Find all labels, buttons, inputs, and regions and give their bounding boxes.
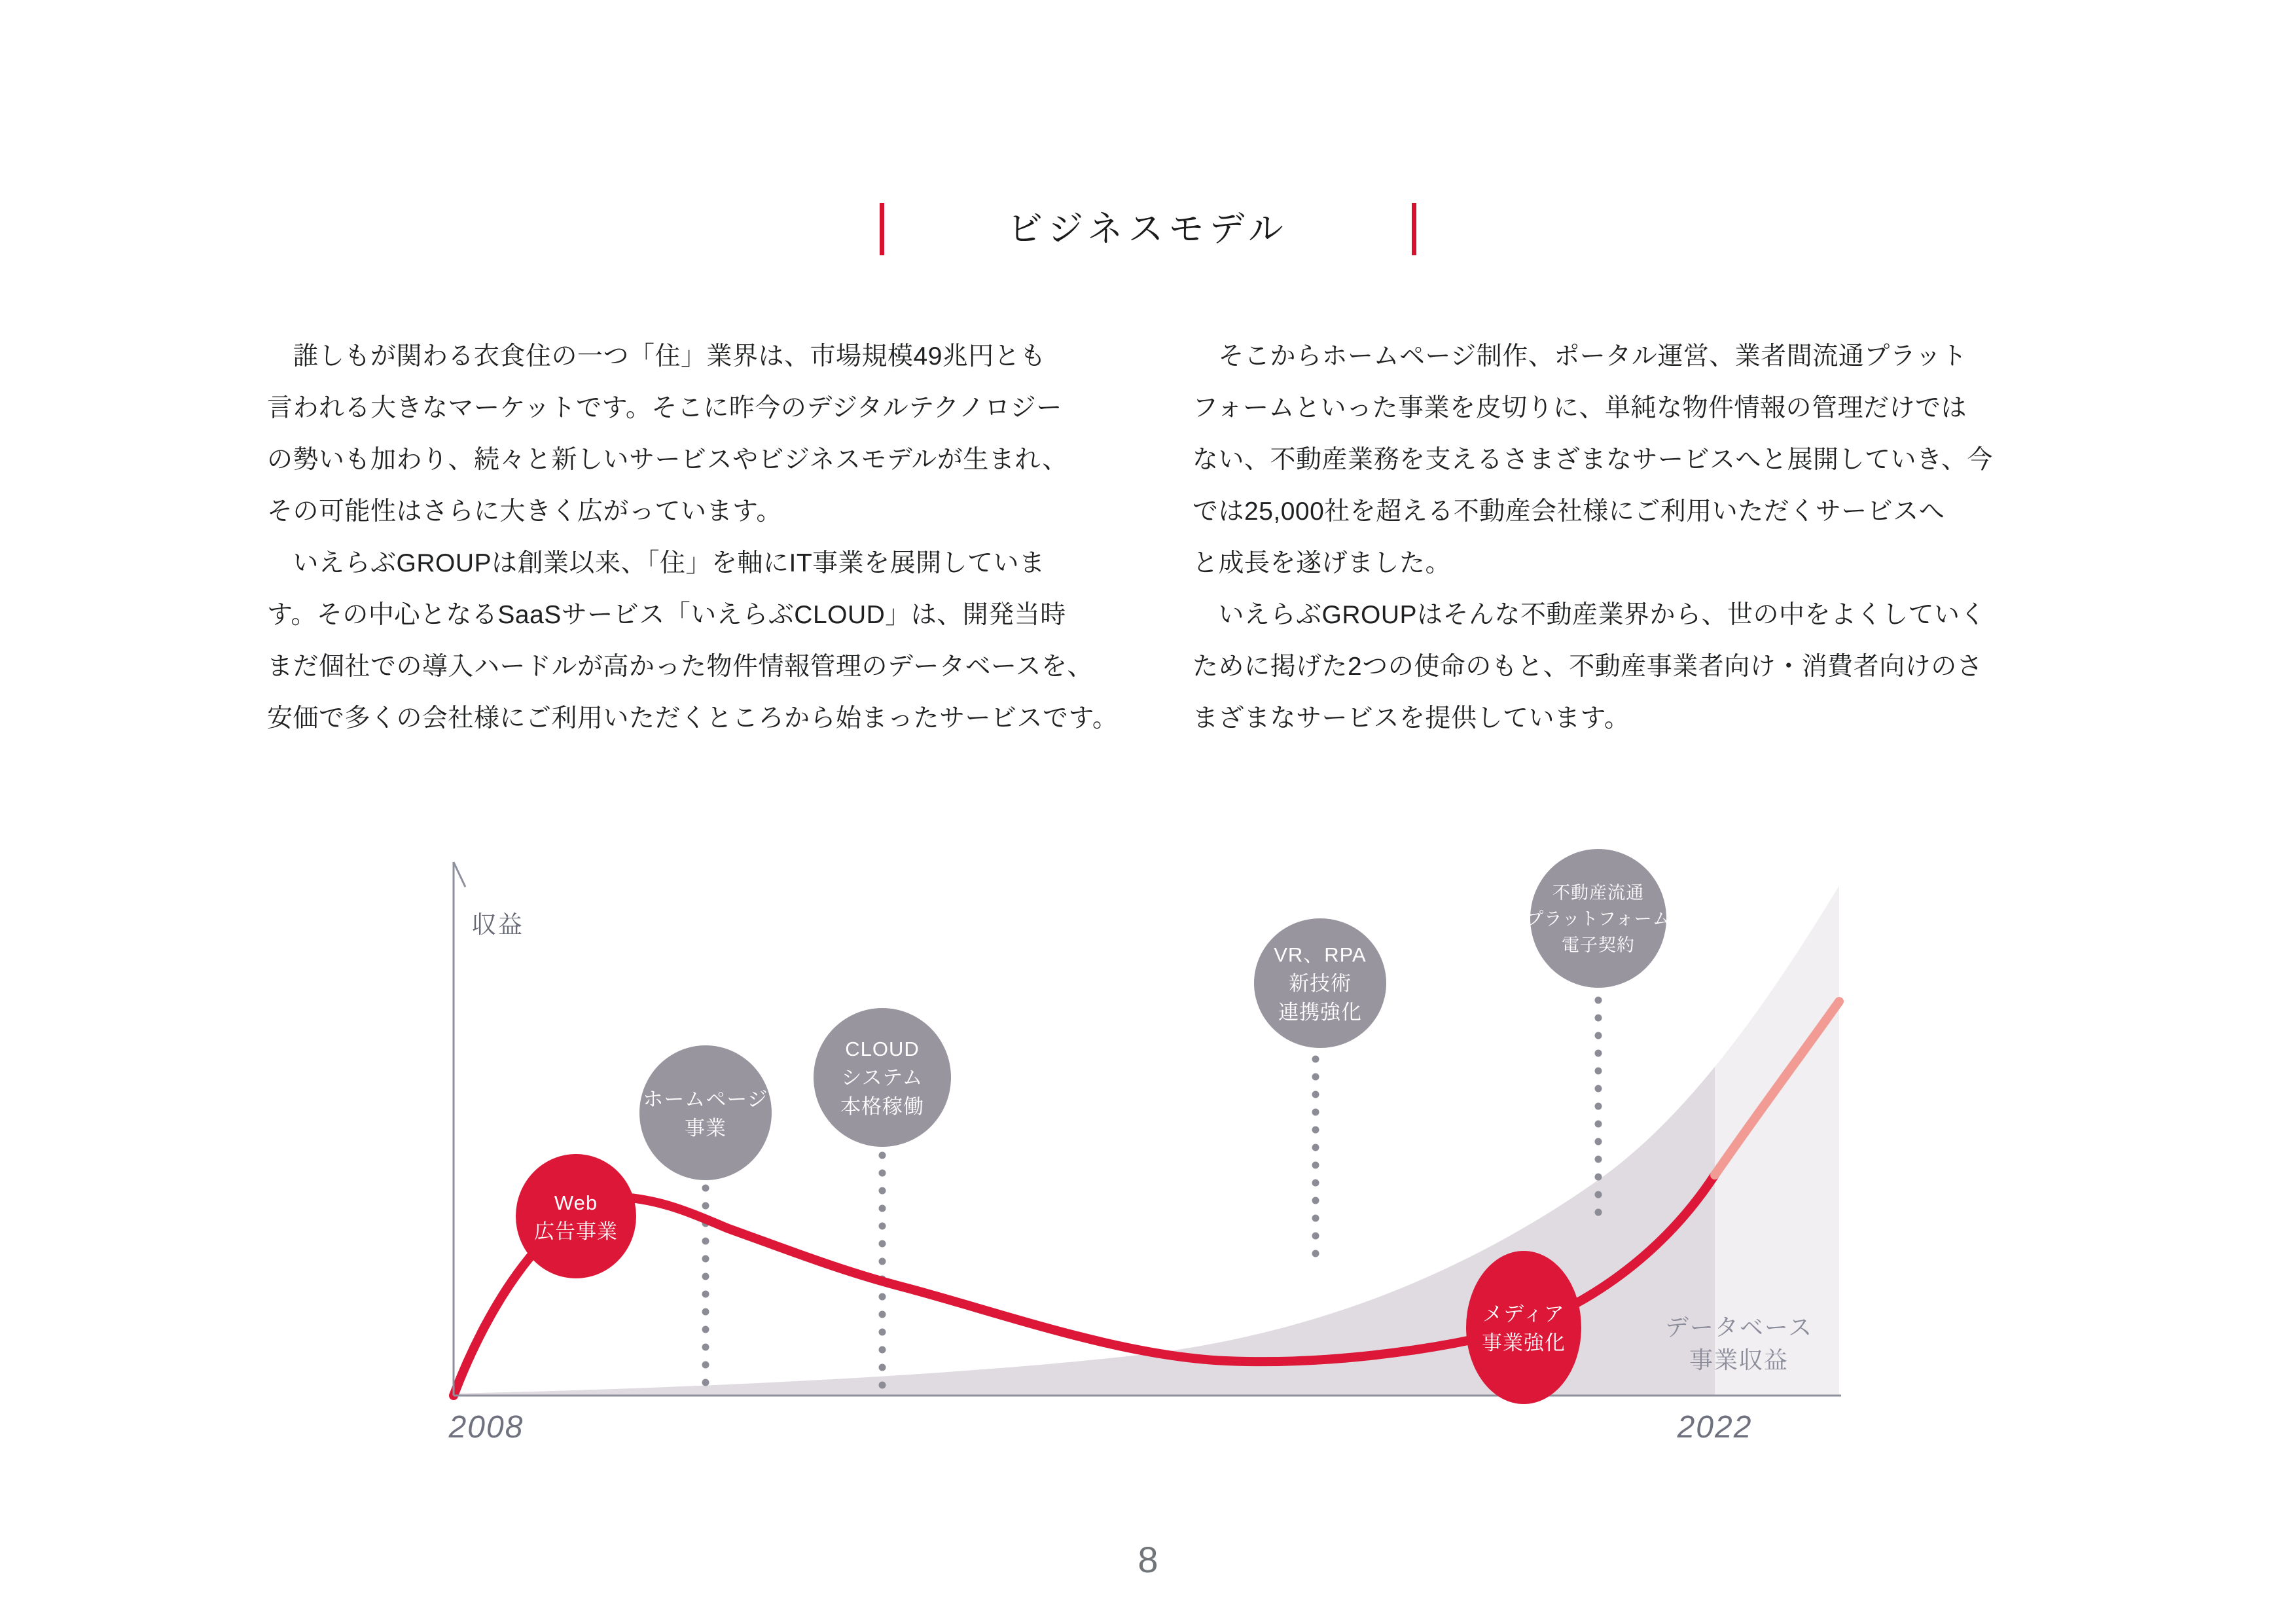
milestone-label: システム xyxy=(841,1066,924,1089)
milestone-label: 連携強化 xyxy=(1278,1001,1362,1024)
text-line: いえらぶGROUPは創業以来、「住」を軸にIT事業を展開していま xyxy=(267,549,1045,577)
text-line: そこからホームページ制作、ポータル運営、業者間流通プラット xyxy=(1193,342,1967,370)
text-line: フォームといった事業を皮切りに、単純な物件情報の管理だけでは xyxy=(1193,394,1967,422)
y-axis-arrow-tick xyxy=(454,862,465,887)
text-line: いえらぶGROUPはそんな不動産業界から、世の中をよくしていく xyxy=(1193,601,1986,629)
right-column xyxy=(1193,331,2073,744)
page-title-block xyxy=(0,196,2296,262)
text-line: 誰しもが関わる衣食住の一つ「住」業界は、市場規模49兆円とも xyxy=(267,342,1046,370)
milestone-bubble-platform-econtract xyxy=(1526,849,1670,988)
text-line: ない、不動産業務を支えるさまざまなサービスへと展開していき、今 xyxy=(1193,446,1993,474)
milestone-label: CLOUD xyxy=(845,1038,920,1060)
svg-text:データベース: データベース xyxy=(1664,1314,1814,1341)
milestone-label: 不動産流通 xyxy=(1552,883,1644,903)
milestone-bubble-web-ad xyxy=(516,1154,636,1278)
milestone-label: 電子契約 xyxy=(1562,935,1635,955)
milestone-bubble-homepage xyxy=(639,1045,772,1180)
milestone-label: プラットフォーム xyxy=(1526,909,1671,929)
milestone-label: ホームページ xyxy=(643,1088,768,1111)
text-line: では25,000社を超える不動産会社様にご利用いただくサービスへ xyxy=(1193,497,1945,526)
milestone-label: 事業強化 xyxy=(1482,1331,1566,1354)
milestone-label: 本格稼働 xyxy=(840,1095,924,1118)
text-line: まざまなサービスを提供しています。 xyxy=(1193,704,1630,732)
milestone-label: 事業 xyxy=(685,1117,726,1140)
text-line: 言われる大きなマーケットです。そこに昨今のデジタルテクノロジー xyxy=(267,394,1062,422)
title-accent-bar-left xyxy=(880,203,884,255)
milestone-bubble-media xyxy=(1466,1251,1581,1404)
milestone-label: メディア xyxy=(1482,1303,1565,1326)
revenue-growth-chart xyxy=(447,856,1887,1523)
text-line: と成長を遂げました。 xyxy=(1193,549,1452,577)
title-accent-bar-right xyxy=(1412,203,1416,255)
text-line: 安価で多くの会社様にご利用いただくところから始まったサービスです。 xyxy=(267,704,1119,732)
left-column xyxy=(267,331,1147,744)
svg-text:事業収益: 事業収益 xyxy=(1689,1346,1789,1373)
milestone-label: 広告事業 xyxy=(534,1220,618,1243)
text-line: の勢いも加わり、続々と新しいサービスやビジネスモデルが生まれ、 xyxy=(267,446,1068,474)
year-label-2022: 2022 xyxy=(1677,1410,1753,1445)
y-axis-label: 収益 xyxy=(472,911,524,938)
year-label-2008: 2008 xyxy=(448,1410,524,1445)
milestone-label: 新技術 xyxy=(1289,972,1352,995)
text-line: す。その中心となるSaaSサービス「いえらぶCLOUD」は、開発当時 xyxy=(267,601,1066,629)
text-line: まだ個社での導入ハードルが高かった物件情報管理のデータベースを、 xyxy=(267,653,1094,681)
page-title: ビジネスモデル xyxy=(1007,209,1289,249)
milestone-bubble-vr-rpa xyxy=(1254,918,1386,1048)
milestone-label: Web xyxy=(554,1191,598,1214)
text-line: その可能性はさらに大きく広がっています。 xyxy=(267,497,782,526)
text-line: ために掲げた2つの使命のもと、不動産事業者向け・消費者向けのさ xyxy=(1193,653,1983,681)
milestone-label: VR、RPA xyxy=(1274,943,1367,966)
milestone-bubble-cloud-system xyxy=(814,1008,951,1147)
page-number: 8 xyxy=(1138,1539,1158,1580)
